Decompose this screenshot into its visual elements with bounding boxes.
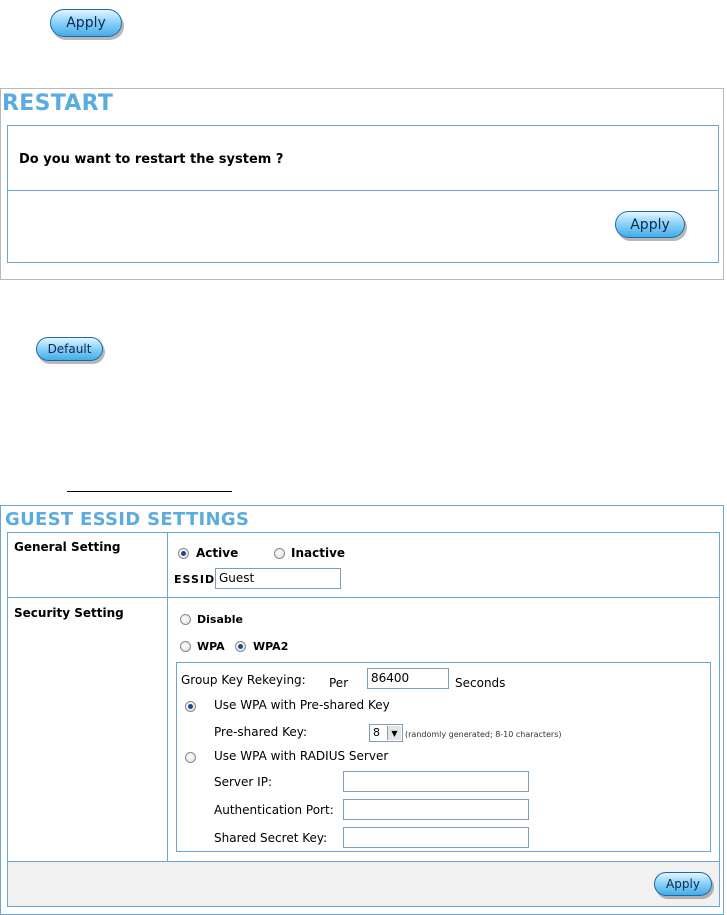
wpa2-label: WPA2	[253, 640, 289, 653]
top-apply-button[interactable]: Apply	[50, 9, 122, 37]
active-radio[interactable]	[178, 548, 189, 559]
server-ip-label: Server IP:	[214, 775, 272, 789]
essid-label: ESSID	[174, 573, 216, 586]
table-top-border	[7, 532, 720, 533]
restart-box	[7, 125, 719, 263]
chevron-down-icon[interactable]: ▼	[387, 726, 401, 740]
radius-radio[interactable]	[185, 752, 196, 763]
per-label: Per	[329, 676, 349, 690]
default-button[interactable]: Default	[36, 337, 103, 361]
general-setting-label: General Setting	[14, 540, 121, 554]
psk-radio[interactable]	[185, 701, 196, 712]
wpa-radio[interactable]	[180, 641, 191, 652]
restart-apply-button[interactable]: Apply	[615, 211, 685, 238]
wpa2-radio[interactable]	[235, 641, 246, 652]
wpa-label: WPA	[197, 640, 225, 653]
separator-line	[67, 491, 232, 492]
table-footer	[8, 862, 719, 906]
server-ip-input[interactable]	[343, 771, 529, 792]
disable-label: Disable	[197, 613, 243, 626]
table-left-border	[7, 532, 8, 906]
auth-port-label: Authentication Port:	[214, 803, 334, 817]
guest-apply-button[interactable]: Apply	[654, 872, 712, 896]
table-bottom-border	[7, 906, 720, 907]
disable-radio[interactable]	[180, 614, 191, 625]
table-column-divider	[167, 532, 168, 861]
psk-option-label: Use WPA with Pre-shared Key	[214, 698, 390, 712]
restart-title: RESTART	[2, 91, 114, 116]
radius-option-label: Use WPA with RADIUS Server	[214, 749, 389, 763]
auth-port-input[interactable]	[343, 799, 529, 820]
restart-divider	[8, 190, 718, 191]
psk-length-select[interactable]	[369, 724, 403, 742]
table-right-border	[719, 532, 720, 906]
active-label: Active	[196, 546, 239, 560]
security-setting-label: Security Setting	[14, 606, 124, 620]
guest-title: GUEST ESSID SETTINGS	[5, 509, 250, 530]
essid-input[interactable]: Guest	[215, 568, 341, 589]
inactive-radio[interactable]	[274, 548, 285, 559]
row-divider-general	[7, 597, 720, 598]
psk-hint: (randomly generated; 8-10 characters)	[405, 730, 562, 739]
rekey-interval-input[interactable]: 86400	[367, 668, 449, 689]
shared-secret-label: Shared Secret Key:	[214, 831, 328, 845]
psk-length-value: 8	[373, 726, 380, 739]
inactive-label: Inactive	[291, 546, 346, 560]
restart-question: Do you want to restart the system ?	[19, 152, 284, 167]
psk-label: Pre-shared Key:	[214, 725, 308, 739]
group-key-label: Group Key Rekeying:	[181, 673, 306, 687]
shared-secret-input[interactable]	[343, 827, 529, 848]
seconds-label: Seconds	[455, 676, 506, 690]
